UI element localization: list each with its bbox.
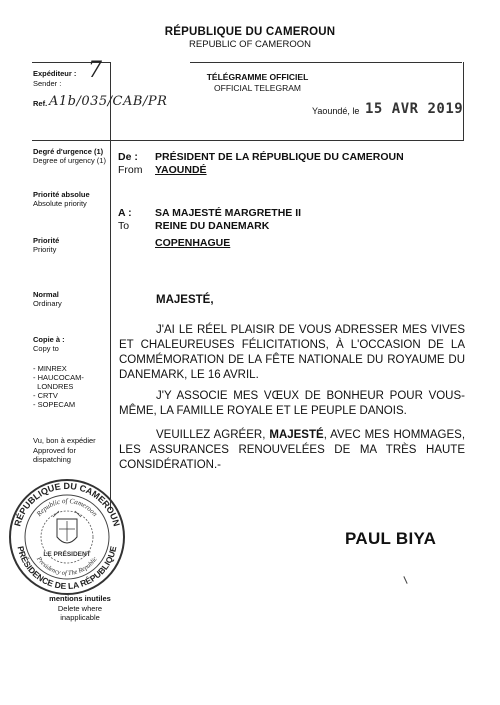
- to-name-line2: REINE DU DANEMARK: [155, 220, 270, 232]
- absolute-priority-en: Absolute priority: [33, 199, 87, 208]
- copy-item: LONDRES: [33, 382, 74, 391]
- left-column-border: [110, 62, 111, 510]
- salutation: MAJESTÉ,: [156, 294, 214, 306]
- copy-label-en: Copy to: [33, 344, 59, 353]
- ref-value: A1b/035/CAB/PR: [49, 94, 168, 109]
- message-paragraph-2: J'Y ASSOCIE MES VŒUX DE BONHEUR POUR VOUS-MÊME, LA FAMILLE ROYALE ET LE PEUPLE DANOIS.: [119, 390, 465, 417]
- closing-part-2: , AVEC MES HOMMAGES, LES ASSURANCES RENOUVELÉES DE MA TRÈS HAUTE CONSIDÉRATION.-: [119, 429, 466, 471]
- telegram-title-en: OFFICIAL TELEGRAM: [214, 83, 301, 93]
- country-title-en: REPUBLIC OF CAMEROON: [189, 39, 311, 50]
- place-date-prefix: Yaoundé, le: [312, 106, 360, 116]
- approved-label-en: Approved for: [33, 446, 76, 455]
- delete-note-fr: mentions inutiles: [49, 594, 111, 603]
- seal-inner-top-text: Republic of Cameroon: [35, 496, 99, 518]
- message-paragraph-1: J'AI LE RÉEL PLAISIR DE VOUS ADRESSER MES VIVES ET CHALEUREUSES FÉLICITATIONS, À L'OCCASION DE LA COMMÉMORATION DE LA FÊTE NATIONALE DU ROYAUME DU DANEMARK, LE 16 AVRIL.: [119, 324, 465, 381]
- from-label-en: From: [118, 164, 143, 176]
- from-name: PRÉSIDENT DE LA RÉPUBLIQUE DU CAMEROUN: [155, 151, 404, 163]
- header-bottom-border: [32, 140, 464, 141]
- to-label-en: To: [118, 220, 130, 232]
- seal-outer-bottom-text: PRÉSIDENCE DE LA RÉPUBLIQUE: [15, 545, 119, 592]
- copy-item: - SOPECAM: [33, 400, 76, 409]
- priority-label-en: Priority: [33, 245, 57, 254]
- to-city: COPENHAGUE: [155, 237, 231, 249]
- delete-note-en: Delete where: [57, 604, 103, 613]
- date-stamp: 15 AVR 2019: [365, 101, 464, 117]
- from-label-fr: De :: [118, 151, 138, 163]
- header-top-border-right: [190, 62, 462, 63]
- urgency-label-en: Degree of urgency (1): [33, 156, 106, 165]
- absolute-priority-fr: Priorité absolue: [33, 190, 90, 199]
- copy-item: - HAUCOCAM-: [33, 373, 84, 382]
- to-name-line1: SA MAJESTÉ MARGRETHE II: [155, 207, 302, 219]
- message-paragraph-3: [119, 428, 465, 473]
- seal-inner-bottom-text: Presidency of The Republic: [35, 555, 99, 578]
- to-label-fr: A :: [118, 207, 132, 219]
- from-city: YAOUNDÉ: [155, 164, 207, 176]
- delete-note-en-2: inapplicable: [60, 613, 100, 622]
- normal-label-en: Ordinary: [33, 299, 62, 308]
- sender-label-fr: Expéditeur :: [33, 69, 77, 78]
- copy-item: - CRTV: [33, 391, 58, 400]
- copy-label-fr: Copie à :: [33, 335, 65, 344]
- seal-center-text: LE PRÉSIDENT: [43, 551, 91, 558]
- country-title-fr: RÉPUBLIQUE DU CAMEROUN: [164, 26, 336, 38]
- ref-label: Ref.: [33, 99, 48, 108]
- telegram-title-fr: TÉLÉGRAMME OFFICIEL: [206, 72, 309, 82]
- closing-part-1: VEUILLEZ AGRÉER,: [156, 429, 266, 441]
- approved-label-fr: Vu, bon à expédier: [33, 436, 96, 445]
- signature-mark: [403, 576, 407, 584]
- presidential-seal-stamp: [7, 477, 127, 597]
- sender-label-en: Sender :: [33, 79, 62, 88]
- closing-majeste: MAJESTÉ: [269, 429, 324, 441]
- urgency-label-fr: Degré d'urgence (1): [33, 147, 104, 156]
- approved-label-en-2: dispatching: [33, 455, 71, 464]
- normal-label-fr: Normal: [33, 290, 59, 299]
- copy-item: - MINREX: [33, 364, 67, 373]
- priority-label-fr: Priorité: [33, 236, 60, 245]
- signature-name: PAUL BIYA: [345, 529, 437, 548]
- seal-outer-top-text: RÉPUBLIQUE DU CAMEROUN: [12, 480, 122, 528]
- sender-handwritten-number: 7: [88, 58, 102, 83]
